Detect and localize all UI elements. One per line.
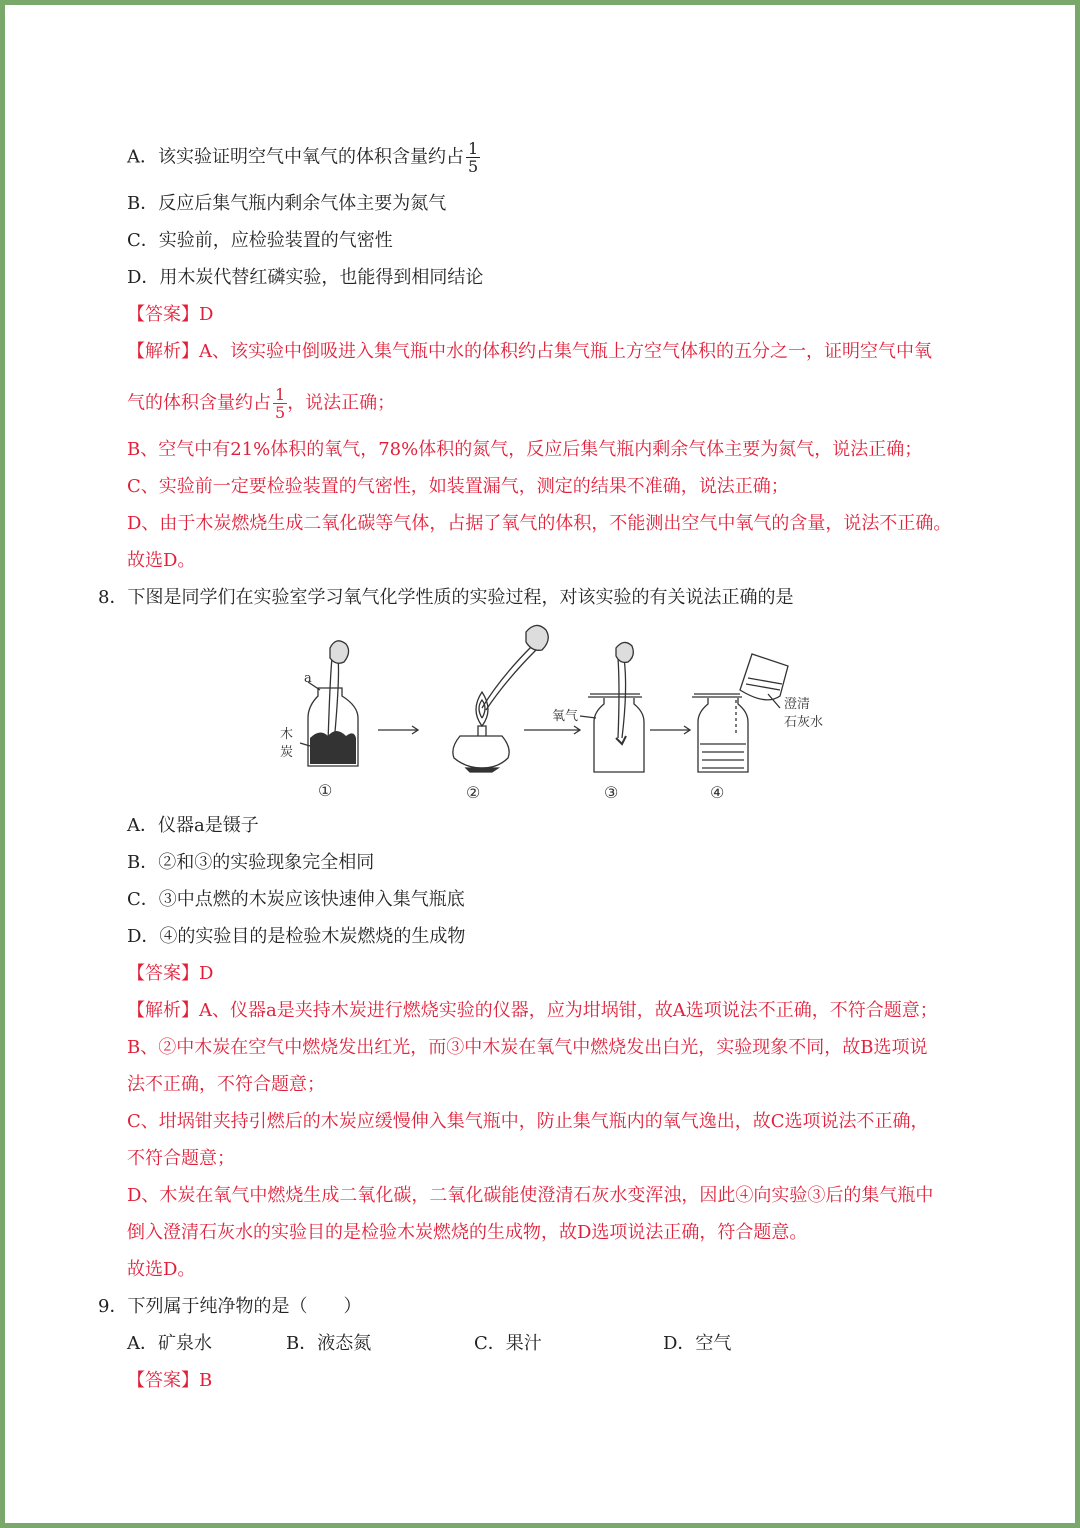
- q7-option-a: [127, 140, 480, 175]
- q9-option-a: A．矿泉水: [127, 1333, 212, 1354]
- q8-option-b: B．②和③的实验现象完全相同: [127, 852, 375, 873]
- lamp-base: [466, 768, 498, 772]
- q7-conclusion: 故选D。: [127, 550, 196, 571]
- label-a: a: [304, 671, 312, 686]
- hand-1: [330, 641, 349, 664]
- glass-plate-3: [588, 694, 642, 697]
- glass-plate-4: [692, 694, 742, 697]
- q7-answer: 【答案】D: [127, 304, 214, 325]
- q7-option-a-text: A．该实验证明空气中氧气的体积含量约占: [127, 146, 464, 168]
- beaker-liquid: [746, 678, 782, 690]
- q7-analysis-line2: 气的体积含量约占 $\frac{1}{5}$ ，说法正确；: [127, 385, 396, 422]
- arrow-1: [378, 726, 418, 734]
- label-limewater-1: 澄清: [784, 697, 811, 712]
- q8-analysis-line7: 倒入澄清石灰水的实验目的是检验木炭燃烧的生成物，故D选项说法正确，符合题意。: [127, 1222, 808, 1243]
- q9-option-c: C．果汁: [474, 1333, 542, 1354]
- charcoal-pile: [310, 731, 356, 764]
- experiment-figure: [270, 618, 840, 808]
- q8-analysis-line6: D、木炭在氧气中燃烧生成二氧化碳，二氧化碳能使澄清石灰水变浑浊，因此④向实验③后的集气瓶中: [127, 1185, 934, 1206]
- q7-analysis-c: C、实验前一定要检验装置的气密性，如装置漏气，测定的结果不准确，说法正确；: [127, 476, 789, 497]
- q7-analysis-d: D、由于木炭燃烧生成二氧化碳等气体，占据了氧气的体积，不能测出空气中氧气的含量，说法不正确。: [127, 513, 952, 534]
- step-label-2: ②: [466, 783, 481, 802]
- arrow-3: [650, 726, 690, 734]
- q8-option-d: D．④的实验目的是检验木炭燃烧的生成物: [127, 926, 466, 947]
- pointer-oxygen: [580, 716, 596, 718]
- q8-option-c: C．③中点燃的木炭应该快速伸入集气瓶底: [127, 889, 465, 910]
- alcohol-lamp: [453, 736, 509, 768]
- step-label-3: ③: [604, 783, 619, 802]
- q8-stem: 8．下图是同学们在实验室学习氧气化学性质的实验过程，对该实验的有关说法正确的是: [98, 587, 794, 608]
- q8-analysis-line4: C、坩埚钳夹持引燃后的木炭应缓慢伸入集气瓶中，防止集气瓶内的氧气逸出，故C选项说法不正确，: [127, 1111, 929, 1132]
- q8-analysis-line5: 不符合题意；: [127, 1148, 235, 1169]
- lamp-inner-flame: [479, 700, 485, 718]
- arrow-2: [524, 726, 580, 734]
- lamp-wick-holder: [478, 726, 486, 736]
- q9-option-b: B．液态氮: [286, 1333, 372, 1354]
- q8-conclusion: 故选D。: [127, 1259, 196, 1280]
- fraction-one-fifth: $\frac{1}{5}$: [275, 385, 286, 422]
- step-label-4: ④: [710, 783, 725, 802]
- hand-3: [616, 642, 633, 662]
- fraction-one-fifth: $\frac{1}{5}$: [468, 139, 479, 176]
- q7-option-c: C．实验前，应检验装置的气密性: [127, 230, 393, 251]
- q7-analysis-line1: 【解析】A、该实验中倒吸进入集气瓶中水的体积约占集气瓶上方空气体积的五分之一，证明空气中氧: [127, 341, 932, 362]
- label-limewater-2: 石灰水: [784, 715, 824, 730]
- limewater-level: [700, 744, 746, 768]
- hand-2: [526, 625, 548, 650]
- tongs-3: [618, 658, 626, 738]
- step-label-1: ①: [318, 781, 333, 800]
- experiment-diagram: [270, 618, 840, 808]
- q7-option-b: B．反应后集气瓶内剩余气体主要为氮气: [127, 193, 447, 214]
- label-charcoal-1: 木: [280, 727, 294, 742]
- label-charcoal-2: 炭: [280, 745, 294, 760]
- pointer-limewater: [768, 694, 780, 708]
- q7-option-d: D．用木炭代替红磷实验，也能得到相同结论: [127, 267, 484, 288]
- q8-analysis-line3: 法不正确，不符合题意；: [127, 1074, 325, 1095]
- tongs-2: [482, 646, 536, 710]
- tongs-1: [328, 658, 339, 743]
- q9-answer: 【答案】B: [127, 1370, 213, 1391]
- q9-option-d: D．空气: [663, 1333, 732, 1354]
- q8-analysis-line2: B、②中木炭在空气中燃烧发出红光，而③中木炭在氧气中燃烧发出白光，实验现象不同，故B选项说: [127, 1037, 928, 1058]
- q9-stem: 9．下列属于纯净物的是（ ）: [98, 1296, 362, 1317]
- q8-answer: 【答案】D: [127, 963, 214, 984]
- label-oxygen: 氧气: [552, 709, 579, 724]
- q7-analysis-b: B、空气中有21%体积的氧气，78%体积的氮气，反应后集气瓶内剩余气体主要为氮气，说法正确；: [127, 439, 923, 460]
- bottle-4: [698, 698, 748, 772]
- beaker: [740, 654, 788, 700]
- q8-option-a: A．仪器a是镊子: [127, 815, 259, 836]
- q8-analysis-line1: 【解析】A、仪器a是夹持木炭进行燃烧实验的仪器，应为坩埚钳，故A选项说法不正确，不符合题意；: [127, 1000, 938, 1021]
